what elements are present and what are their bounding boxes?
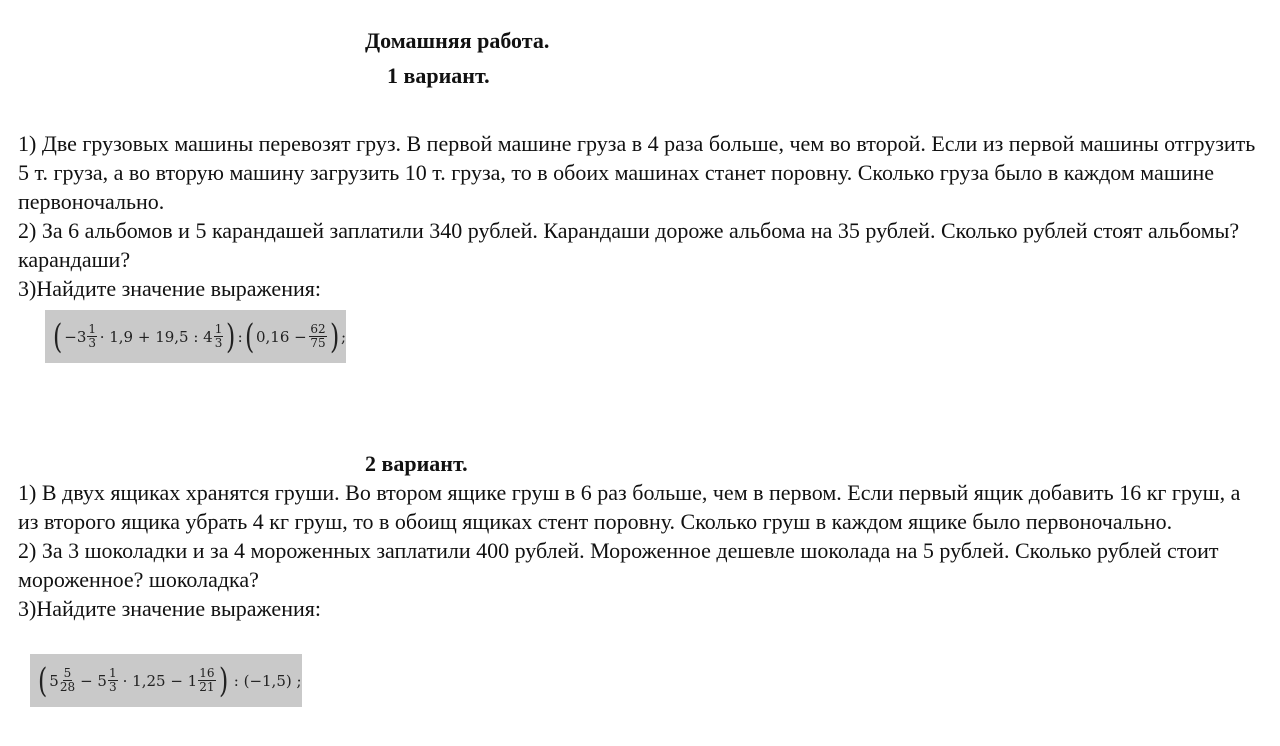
v2-task-3: 3)Найдите значение выражения:: [18, 596, 321, 621]
v1-task-2: 2) За 6 альбомов и 5 карандашей заплатили 340 рублей. Карандаши дороже альбома на 35 рублей. Сколько рублей стоят альбомы? карандаши?: [18, 218, 1240, 272]
fraction: $\frac{1}{3}$: [108, 666, 117, 694]
right-paren: ): [329, 316, 339, 357]
v2-expression-image: [30, 654, 302, 707]
variant-2-heading: 2 вариант.: [365, 451, 468, 476]
page-title: Домашняя работа.: [365, 28, 550, 53]
expr-part: · 1,9 + 19,5 : 4: [99, 327, 213, 346]
expr-part: · 1,25 − 1: [122, 671, 198, 690]
v1-task-1: 1) Две грузовых машины перевозят груз. В первой машине груза в 4 раза больше, чем во второй. Если из первой машины отгрузить 5 т. груза, а во вторую машину загрузить 10 т. груза, то в обоих машинах станет поровну. Сколько груза было в каждом машине первоночально.: [18, 131, 1256, 214]
fraction: $\frac{1}{3}$: [88, 322, 97, 350]
right-paren: ): [226, 316, 236, 357]
left-paren: (: [37, 660, 48, 701]
expr-part: −3: [64, 327, 87, 346]
v2-task-1: 1) В двух ящиках хранятся груши. Во втором ящике груш в 6 раз больше, чем в первом. Если первый ящик добавить 16 кг груш, а из второго ящика убрать 4 кг груш, то в обоищ ящиках стент поровну. Сколько груш в каждом ящике было первоночально.: [18, 480, 1241, 534]
fraction: $\frac{1}{3}$: [214, 322, 223, 350]
left-paren: (: [52, 316, 63, 357]
expr-part: :: [237, 327, 243, 346]
expr-part: 5: [49, 671, 59, 690]
fraction: $\frac{5}{28}$: [59, 666, 76, 694]
variant-1-heading: 1 вариант.: [387, 63, 490, 88]
expr-part: ;: [340, 327, 346, 346]
variant-2-tasks: [18, 478, 1258, 623]
v1-task-3: 3)Найдите значение выражения:: [18, 276, 321, 301]
expr-part: 0,16 −: [255, 327, 307, 346]
v1-expression-image: [45, 310, 346, 363]
variant-1-tasks: [18, 129, 1258, 303]
right-paren: ): [218, 660, 228, 701]
left-paren: (: [244, 316, 254, 357]
fraction: $\frac{62}{75}$: [310, 322, 326, 350]
expr-part: − 5: [80, 671, 107, 690]
expr-part: : (−1,5) ;: [233, 671, 302, 690]
v2-task-2: 2) За 3 шоколадки и за 4 мороженных заплатили 400 рублей. Мороженное дешевле шоколада на 5 рублей. Сколько рублей стоит мороженное? шоколадка?: [18, 538, 1219, 592]
fraction: $\frac{16}{21}$: [199, 666, 215, 694]
